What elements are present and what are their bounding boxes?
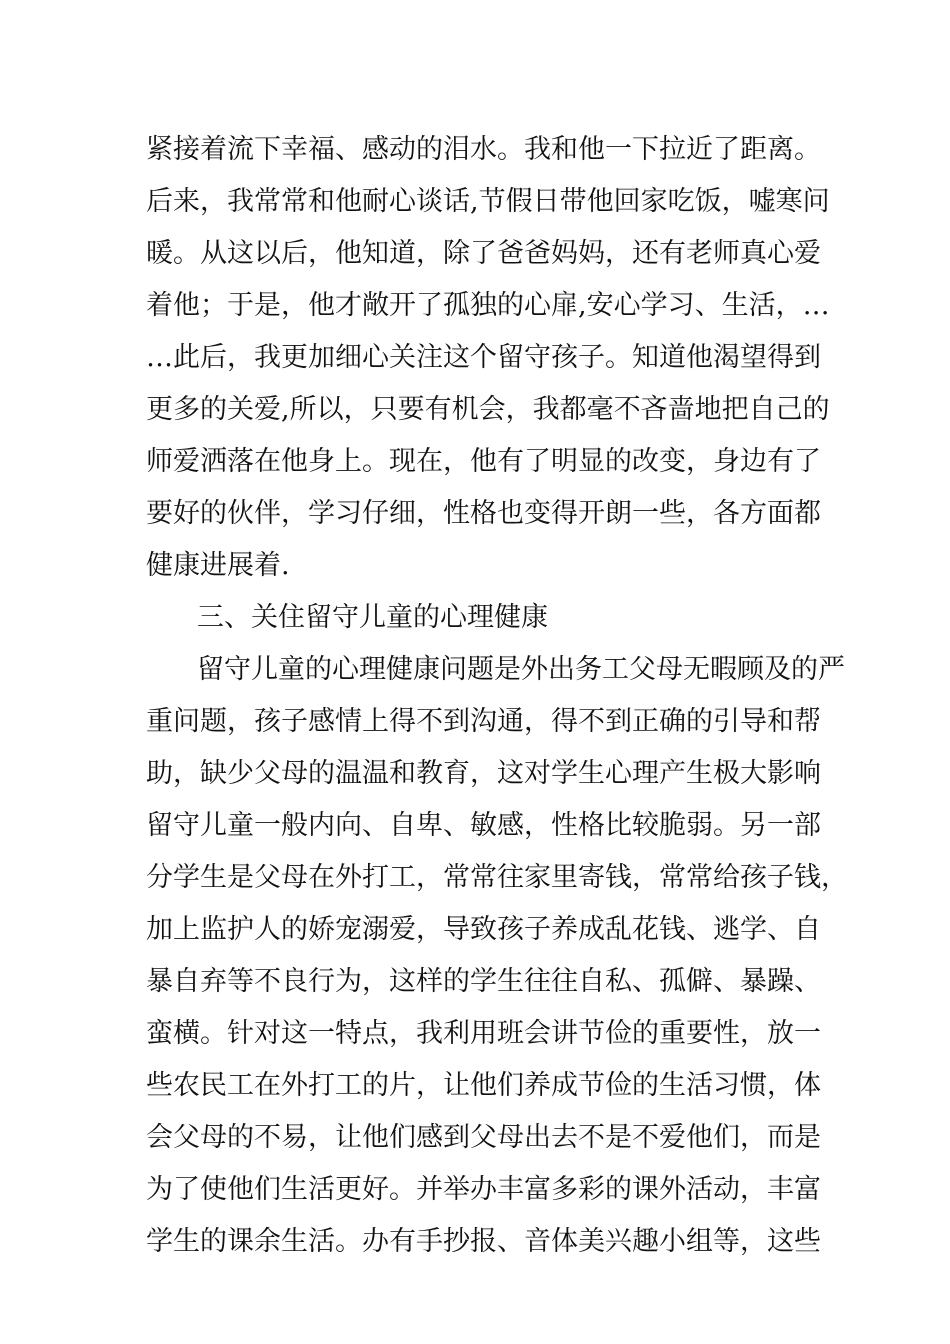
paragraph-line: 健康进展着.: [146, 550, 290, 581]
paragraph-line: …此后，我更加细心关注这个留守孩子。知道他渴望得到: [146, 342, 821, 373]
paragraph-line: 助，缺少父母的温温和教育，这对学生心理产生极大影响: [146, 758, 821, 789]
paragraph-line: 暖。从这以后，他知道，除了爸爸妈妈，还有老师真心爱: [146, 238, 821, 269]
paragraph-line: 后来，我常常和他耐心谈话,节假日带他回家吃饭，嘘寒问: [146, 186, 830, 217]
paragraph-line: 加上监护人的娇宠溺爱，导致孩子养成乱花钱、逃学、自: [146, 914, 821, 945]
paragraph-line: 师爱洒落在他身上。现在，他有了明显的改变，身边有了: [146, 446, 821, 477]
paragraph-line: 为了使他们生活更好。并举办丰富多彩的课外活动，丰富: [146, 1174, 821, 1205]
paragraph-line: 留守儿童的心理健康问题是外出务工父母无暇顾及的严: [197, 654, 845, 685]
paragraph-line: 要好的伙伴，学习仔细，性格也变得开朗一些，各方面都: [146, 498, 821, 529]
paragraph-line: 更多的关爱,所以，只要有机会，我都毫不吝啬地把自己的: [146, 394, 830, 425]
paragraph-line: 重问题，孩子感情上得不到沟通，得不到正确的引导和帮: [146, 706, 821, 737]
paragraph-line: 会父母的不易，让他们感到父母出去不是不爱他们，而是: [146, 1122, 821, 1153]
paragraph-line: 暴自弃等不良行为，这样的学生往往自私、孤僻、暴躁、: [146, 966, 821, 997]
paragraph-line: 分学生是父母在外打工，常常往家里寄钱，常常给孩子钱，: [146, 862, 848, 893]
paragraph-line: 蛮横。针对这一特点，我利用班会讲节俭的重要性，放一: [146, 1018, 821, 1049]
paragraph-line: 留守儿童一般内向、自卑、敏感，性格比较脆弱。另一部: [146, 810, 821, 841]
paragraph-line: 着他；于是，他才敞开了孤独的心扉,安心学习、生活，…: [146, 290, 830, 321]
paragraph-line: 紧接着流下幸福、感动的泪水。我和他一下拉近了距离。: [146, 134, 821, 165]
section-heading: 三、关住留守儿童的心理健康: [197, 602, 548, 633]
paragraph-line: 学生的课余生活。办有手抄报、音体美兴趣小组等，这些: [146, 1226, 821, 1257]
paragraph-line: 些农民工在外打工的片，让他们养成节俭的生活习惯，体: [146, 1070, 821, 1101]
